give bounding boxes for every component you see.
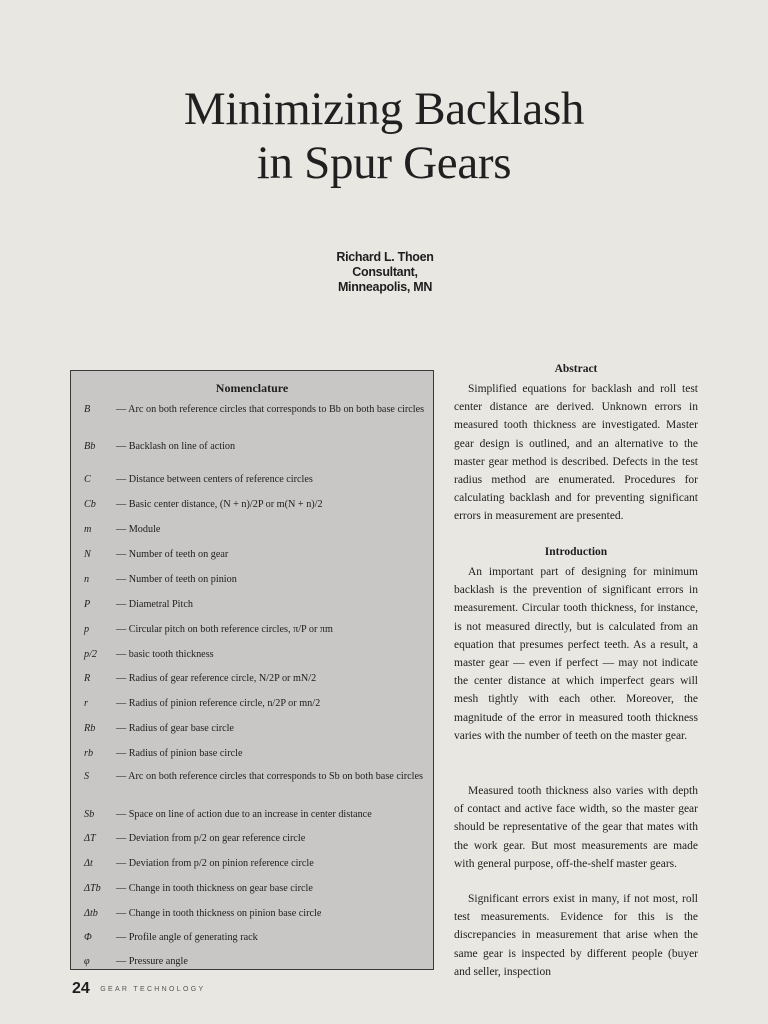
intro-paragraph-3: Significant errors exist in many, if not most, roll test measurements. Evidence for this is the discrepancies in measurement that arise when the same gear is inspected by different people (buyer and seller, inspection xyxy=(454,893,698,978)
nomenclature-symbol: ΔTb xyxy=(84,883,101,894)
author-role: Consultant, xyxy=(352,265,418,279)
nomenclature-symbol: rb xyxy=(84,748,94,759)
nomenclature-definition: — Arc on both reference circles that corresponds to Sb on both base circles xyxy=(116,771,423,782)
nomenclature-symbol: Δtb xyxy=(84,908,98,919)
nomenclature-symbol: p xyxy=(84,624,90,635)
nomenclature-definition: — Diametral Pitch xyxy=(116,599,193,610)
nomenclature-symbol: Φ xyxy=(84,932,92,943)
nomenclature-definition: — Basic center distance, (N + n)/2P or m(N + n)/2 xyxy=(116,499,323,510)
title-line-1: Minimizing Backlash xyxy=(183,83,585,135)
article-title xyxy=(0,82,768,190)
author-block xyxy=(300,250,470,295)
nomenclature-symbol: N xyxy=(84,549,91,560)
nomenclature-definition: — basic tooth thickness xyxy=(116,649,214,660)
nomenclature-symbol: p/2 xyxy=(84,649,98,660)
nomenclature-symbol: n xyxy=(84,574,90,585)
nomenclature-definition: — Number of teeth on gear xyxy=(116,549,229,560)
nomenclature-definition: — Backlash on line of action xyxy=(116,441,236,452)
nomenclature-symbol: P xyxy=(84,599,91,610)
nomenclature-heading: Nomenclature xyxy=(215,381,289,395)
page-footer xyxy=(72,980,205,998)
nomenclature-symbol: B xyxy=(84,404,91,415)
nomenclature-definition: — Deviation from p/2 on pinion reference circle xyxy=(116,858,314,869)
nomenclature-symbol: Sb xyxy=(84,809,95,820)
nomenclature-definition: — Radius of gear base circle xyxy=(116,723,234,734)
nomenclature-definition: — Distance between centers of reference circles xyxy=(116,474,313,485)
nomenclature-symbol: Δt xyxy=(84,858,93,869)
nomenclature-symbol: ΔT xyxy=(84,833,96,844)
nomenclature-symbol: S xyxy=(84,771,90,782)
nomenclature-definition: — Module xyxy=(116,524,161,535)
nomenclature-symbol: r xyxy=(84,698,88,709)
author-name: Richard L. Thoen xyxy=(336,250,434,264)
nomenclature-symbol: φ xyxy=(84,956,90,967)
nomenclature-symbol: Cb xyxy=(84,499,96,510)
journal-name: GEAR TECHNOLOGY xyxy=(100,986,206,993)
nomenclature-symbol: Bb xyxy=(84,441,96,452)
nomenclature-definition: — Space on line of action due to an increase in center distance xyxy=(116,809,372,820)
nomenclature-definition: — Profile angle of generating rack xyxy=(116,932,258,943)
nomenclature-definition: — Arc on both reference circles that corresponds to Bb on both base circles xyxy=(116,404,425,415)
title-line-2: in Spur Gears xyxy=(256,137,512,189)
nomenclature-symbol: Rb xyxy=(84,723,96,734)
page-number: 24 xyxy=(72,980,90,997)
nomenclature-definition: — Radius of pinion base circle xyxy=(116,748,243,759)
nomenclature-definition: — Radius of pinion reference circle, n/2P or mn/2 xyxy=(116,698,321,709)
nomenclature-definition: — Deviation from p/2 on gear reference circle xyxy=(116,833,306,844)
nomenclature-box xyxy=(70,370,434,970)
nomenclature-symbol: R xyxy=(84,673,91,684)
nomenclature-definition: — Change in tooth thickness on pinion base circle xyxy=(116,908,322,919)
abstract-heading: Abstract xyxy=(554,363,598,375)
intro-paragraph-2: Measured tooth thickness also varies with depth of contact and active face width, so the master gear should be representative of the gear that mates with the work gear. But most measurements are made with general purpose, off-the-shelf master gears. xyxy=(454,785,698,870)
nomenclature-symbol: C xyxy=(84,474,91,485)
nomenclature-definition: — Circular pitch on both reference circles, π/P or πm xyxy=(116,624,333,635)
nomenclature-definition: — Radius of gear reference circle, N/2P or mN/2 xyxy=(116,673,317,684)
introduction-heading: Introduction xyxy=(544,546,608,558)
nomenclature-definition: — Number of teeth on pinion xyxy=(116,574,237,585)
nomenclature-definition: — Change in tooth thickness on gear base circle xyxy=(116,883,313,894)
nomenclature-definition: — Pressure angle xyxy=(116,956,188,967)
author-location: Minneapolis, MN xyxy=(337,280,433,294)
intro-paragraph-1: An important part of designing for minimum backlash is the prevention of significant errors in measurement. Circular tooth thickness, for instance, is not measured directly, but is calculated from an equation that presumes perfect teeth. As a result, a master gear — even if perfect — may not indicate the center distance at which imperfect gears will mesh tightly with each other. Moreover, the magnitude of the error in measured tooth thickness varies with the number of teeth on the master gear. xyxy=(454,566,698,742)
abstract-text: Simplified equations for backlash and roll test center distance are derived. Unknown errors in measured tooth thickness are investigated. Master gear design is outlined, and an alternative to the master gear method is described. Defects in the test radius method are enumerated. Procedures for calculating backlash and for preventing significant errors in measurement are presented. xyxy=(454,383,698,523)
nomenclature-symbol: m xyxy=(84,524,92,535)
